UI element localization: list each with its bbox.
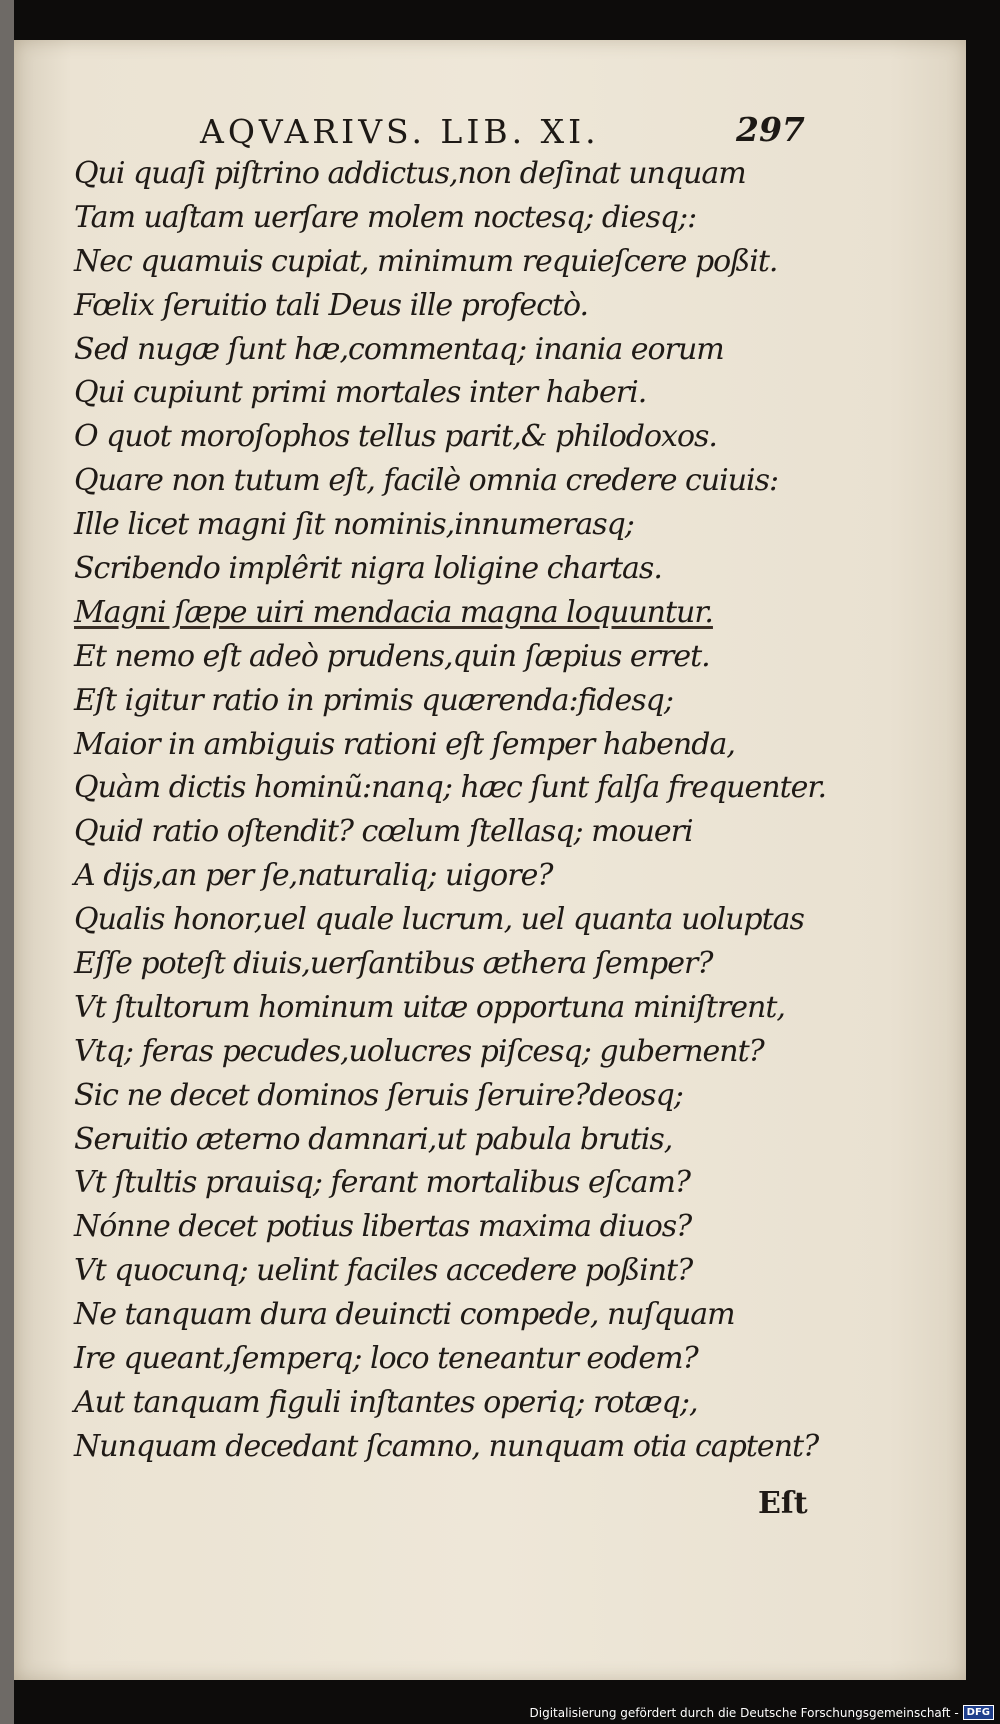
verse-line: Quid ratio oſtendit? cœlum ſtellasq; moueri [74,814,693,850]
verse-line-underlined: Magni ſæpe uiri mendacia magna loquuntur. [74,594,713,630]
credit-text: Digitalisierung gefördert durch die Deutsche Forschungsgemeinschaft - [529,1705,959,1720]
verse-line: Quare non tutum eſt, facilè omnia credere cuiuis: [74,463,779,499]
verse-line: Vtq; feras pecudes,uolucres piſcesq; gubernent? [74,1033,764,1069]
verse-line: O quot moroſophos tellus parit,& philodoxos. [74,419,717,455]
digitization-credit [530,1705,995,1720]
verse-line: Vt ſtultis prauisq; ferant mortalibus eſcam? [74,1165,691,1201]
verse-line: Aut tanquam figuli inſtantes operiq; rotæq;, [74,1384,698,1420]
verse-line: Vt ſtultorum hominum uitæ opportuna miniſtrent, [74,989,785,1025]
verse-line: Eſt igitur ratio in primis quærenda:fidesq; [74,682,673,718]
catchword: Eſt [758,1486,808,1521]
verse-list [74,152,934,1469]
running-title: AQVARIVS. LIB. XI. [200,112,600,151]
verse-line: A dijs,an per ſe,naturaliq; uigore? [74,858,553,894]
verse-line: Nec quamuis cupiat, minimum requieſcere poßit. [74,243,778,279]
verse-line: Ire queant,ſemperq; loco teneantur eodem? [74,1341,698,1377]
verse-line: Qualis honor,uel quale lucrum, uel quanta uoluptas [74,902,804,938]
verse-line: Sic ne decet dominos ſeruis ſeruire?deosq; [74,1077,683,1113]
verse-line: Ne tanquam dura deuincti compede, nuſquam [74,1297,735,1333]
verse-line: Tam uaſtam uerſare molem noctesq; diesq;: [74,199,697,235]
verse-line: Nunquam decedant ſcamno, nunquam otia captent? [74,1428,819,1464]
verse-line: Quàm dictis hominũ:nanq; hæc ſunt falſa frequenter. [74,770,827,806]
verse-line: Scribendo implêrit nigra loligine chartas. [74,551,662,587]
verse-line: Fœlix ſeruitio tali Deus ille profectò. [74,287,589,323]
verse-line: Qui quaſi piſtrino addictus,non deſinat unquam [74,156,746,191]
verse-line: Seruitio æterno damnari,ut pabula brutis, [74,1121,673,1157]
verse-line: Sed nugæ ſunt hæ,commentaq; inania eorum [74,331,724,367]
verse-line: Nónne decet potius libertas maxima diuos? [74,1209,692,1245]
verse-line: Vt quocunq; uelint faciles accedere poßint? [74,1253,693,1289]
verse-line: Et nemo eſt adeò prudens,quin ſæpius erret. [74,638,710,674]
page-number: 297 [736,110,805,149]
dfg-logo: DFG [963,1705,994,1720]
verse-line: Ille licet magni ſit nominis,innumerasq; [74,507,634,543]
verse-line: Maior in ambiguis rationi eſt ſemper habenda, [74,726,735,762]
verse-line: Eſſe poteſt diuis,uerſantibus æthera ſemper? [74,946,713,982]
verse-line: Qui cupiunt primi mortales inter haberi. [74,375,647,411]
page-edge [0,0,14,1724]
